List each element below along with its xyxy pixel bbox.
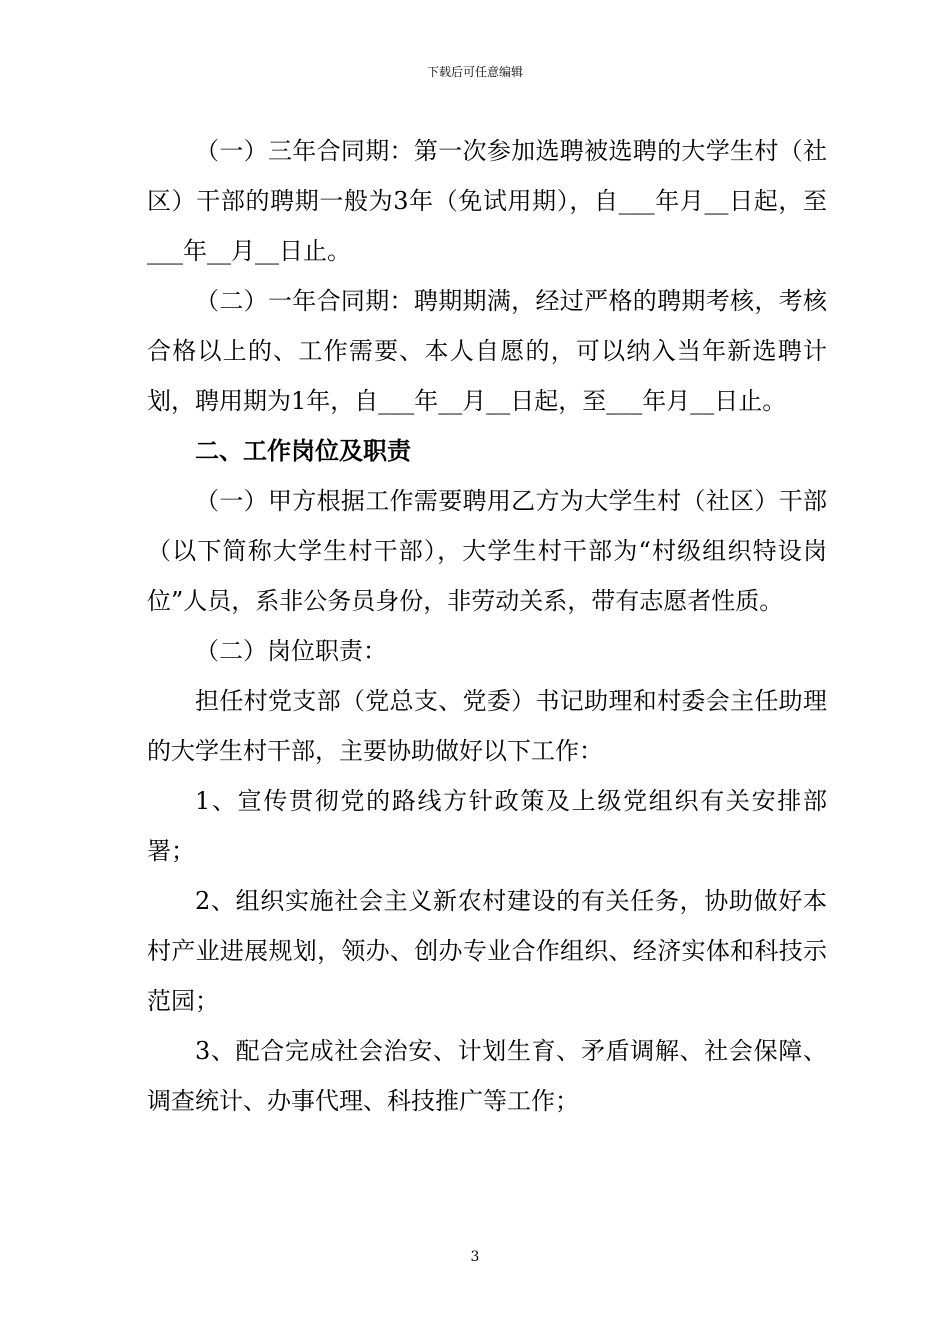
list-item-duty-1: 1、宣传贯彻党的路线方针政策及上级党组织有关安排部署； <box>147 787 827 865</box>
document-body <box>147 126 827 1126</box>
paragraph-duties-intro: 担任村党支部（党总支、党委）书记助理和村委会主任助理的大学生村干部，主要协助做好以下工作： <box>147 687 827 765</box>
paragraph-contract-three-year: （一）三年合同期：第一次参加选聘被选聘的大学生村（社区）干部的聘期一般为3年（免试用期），自___年月__日起，至___年__月__日止。 <box>147 137 827 265</box>
paragraph-position: （一）甲方根据工作需要聘用乙方为大学生村（社区）干部（以下简称大学生村干部），大学生村干部为“村级组织特设岗位”人员，系非公务员身份，非劳动关系，带有志愿者性质。 <box>147 487 827 615</box>
paragraph-contract-one-year: （二）一年合同期：聘期期满，经过严格的聘期考核，考核合格以上的、工作需要、本人自愿的，可以纳入当年新选聘计划，聘用期为1年，自___年__月__日起，至___年月__日止。 <box>147 287 827 415</box>
list-item-duty-3: 3、配合完成社会治安、计划生育、矛盾调解、社会保障、调查统计、办事代理、科技推广等工作； <box>147 1037 827 1115</box>
page-number: 3 <box>470 1249 480 1265</box>
list-item-duty-2: 2、组织实施社会主义新农村建设的有关任务，协助做好本村产业进展规划，领办、创办专业合作组织、经济实体和科技示范园； <box>147 887 827 1015</box>
section-heading-duties: 二、工作岗位及职责 <box>195 436 411 465</box>
page-header: 下载后可任意编辑 <box>426 65 523 79</box>
paragraph-duties-title: （二）岗位职责： <box>195 637 387 665</box>
